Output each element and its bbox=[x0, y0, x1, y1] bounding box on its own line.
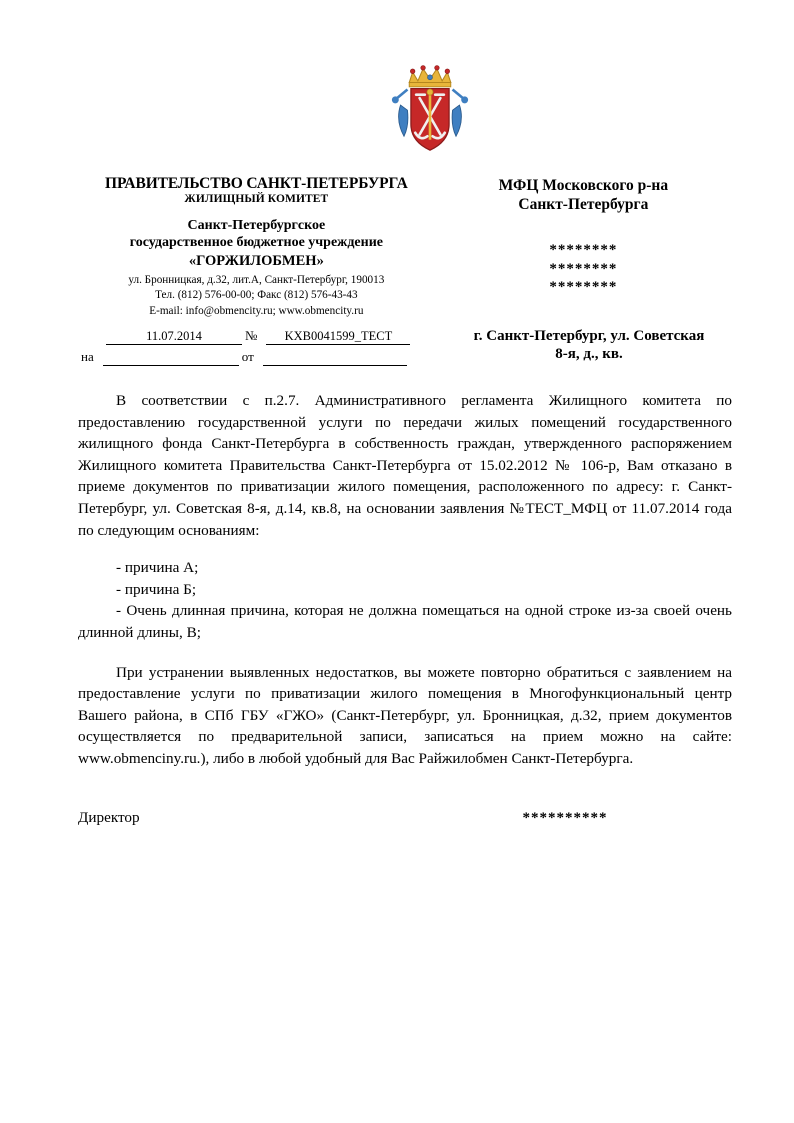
organization-line-2: государственное бюджетное учреждение bbox=[129, 235, 383, 251]
reason-item: - причина Б; bbox=[116, 580, 197, 598]
recipient-masked-line-3: ******** bbox=[549, 279, 618, 296]
signer-title: Директор bbox=[78, 809, 140, 827]
letterhead bbox=[78, 175, 732, 319]
incoming-date bbox=[103, 350, 239, 366]
recipient-address bbox=[446, 327, 732, 367]
signature-row bbox=[78, 809, 732, 827]
organization-block bbox=[78, 218, 435, 318]
reasons-list bbox=[78, 557, 732, 643]
letterhead-right bbox=[435, 175, 732, 297]
paragraph-2-text: При устранении выявленных недостатков, вы можете повторно обратиться с заявлением на предоставление услуги по приватизации жилого помещения в Многофункциональный центр Вашего района, в СПб ГБУ «ГЖО» (Санкт-Петербург, ул. Бронницкая, д.32, прием документов осуществляется по предварительной записи, записаться на прием можно на сайте: www.obmenciny.ru.), либо в любой удобный для Вас Райжилобмен Санкт-Петербурга. bbox=[78, 663, 732, 767]
recipient-address-line-2: 8-я, д., кв. bbox=[555, 346, 623, 363]
recipient-masked-line-2: ******** bbox=[549, 260, 618, 277]
committee-subtitle: ЖИЛИЩНЫЙ КОМИТЕТ bbox=[184, 193, 329, 206]
coat-of-arms-icon bbox=[378, 60, 482, 164]
organization-name: «ГОРЖИЛОБМЕН» bbox=[188, 252, 324, 269]
reason-item: - Очень длинная причина, которая не должна помещаться на одной строке из-за своей очень длинной длины, В; bbox=[78, 602, 732, 641]
reference-incoming bbox=[78, 349, 446, 366]
recipient-masked-line-1: ******** bbox=[549, 241, 618, 258]
on-label: на bbox=[81, 349, 94, 365]
organization-line-1: Санкт-Петербургское bbox=[187, 218, 326, 234]
letterhead-left bbox=[78, 175, 435, 319]
mfc-title-line-2: Санкт-Петербурга bbox=[518, 195, 649, 213]
paragraph-1-text: В соответствии с п.2.7. Административного регламента Жилищного комитета по предоставлению государственной услуги по передачи жилых помещений государственного жилищного фонда Санкт-Петербурга в собственность граждан, утвержденного распоряжением Жилищного комитета Правительства Санкт-Петербурга от 15.02.2012 № 106-р, Вам отказано в приеме документов по приватизации жилого помещения, расположенного по адресу: г. Санкт-Петербург, ул. Советская 8-я, д.14, кв.8, на основании заявления №ТЕСТ_МФЦ от 11.07.2014 года по следующим основаниям: bbox=[78, 392, 732, 539]
government-title: ПРАВИТЕЛЬСТВО САНКТ-ПЕТЕРБУРГА bbox=[105, 175, 408, 192]
reference-fields bbox=[78, 328, 446, 366]
organization-address: ул. Бронницкая, д.32, лит.А, Санкт-Петербург, 190013 bbox=[128, 274, 385, 287]
emblem-container bbox=[78, 60, 732, 169]
signer-name-masked: ********** bbox=[522, 810, 608, 827]
number-label: № bbox=[245, 328, 258, 344]
recipient-masked-block bbox=[435, 241, 732, 297]
body-paragraph-2 bbox=[78, 662, 732, 770]
recipient-address-line-1: г. Санкт-Петербург, ул. Советская bbox=[473, 327, 705, 344]
body-paragraph-1 bbox=[78, 390, 732, 541]
organization-phone: Тел. (812) 576-00-00; Факс (812) 576-43-43 bbox=[155, 289, 358, 302]
reference-row bbox=[78, 327, 732, 367]
reason-item: - причина А; bbox=[116, 559, 199, 577]
reference-outgoing bbox=[78, 328, 446, 345]
organization-email: E-mail: info@obmencity.ru; www.obmencity.ru bbox=[149, 304, 364, 317]
incoming-number bbox=[263, 350, 407, 366]
document-date: 11.07.2014 bbox=[106, 329, 242, 345]
mfc-title-line-1: МФЦ Московского р-на bbox=[498, 177, 669, 194]
document-number: KXB0041599_ТЕСТ bbox=[266, 329, 410, 345]
from-label: от bbox=[241, 349, 254, 365]
